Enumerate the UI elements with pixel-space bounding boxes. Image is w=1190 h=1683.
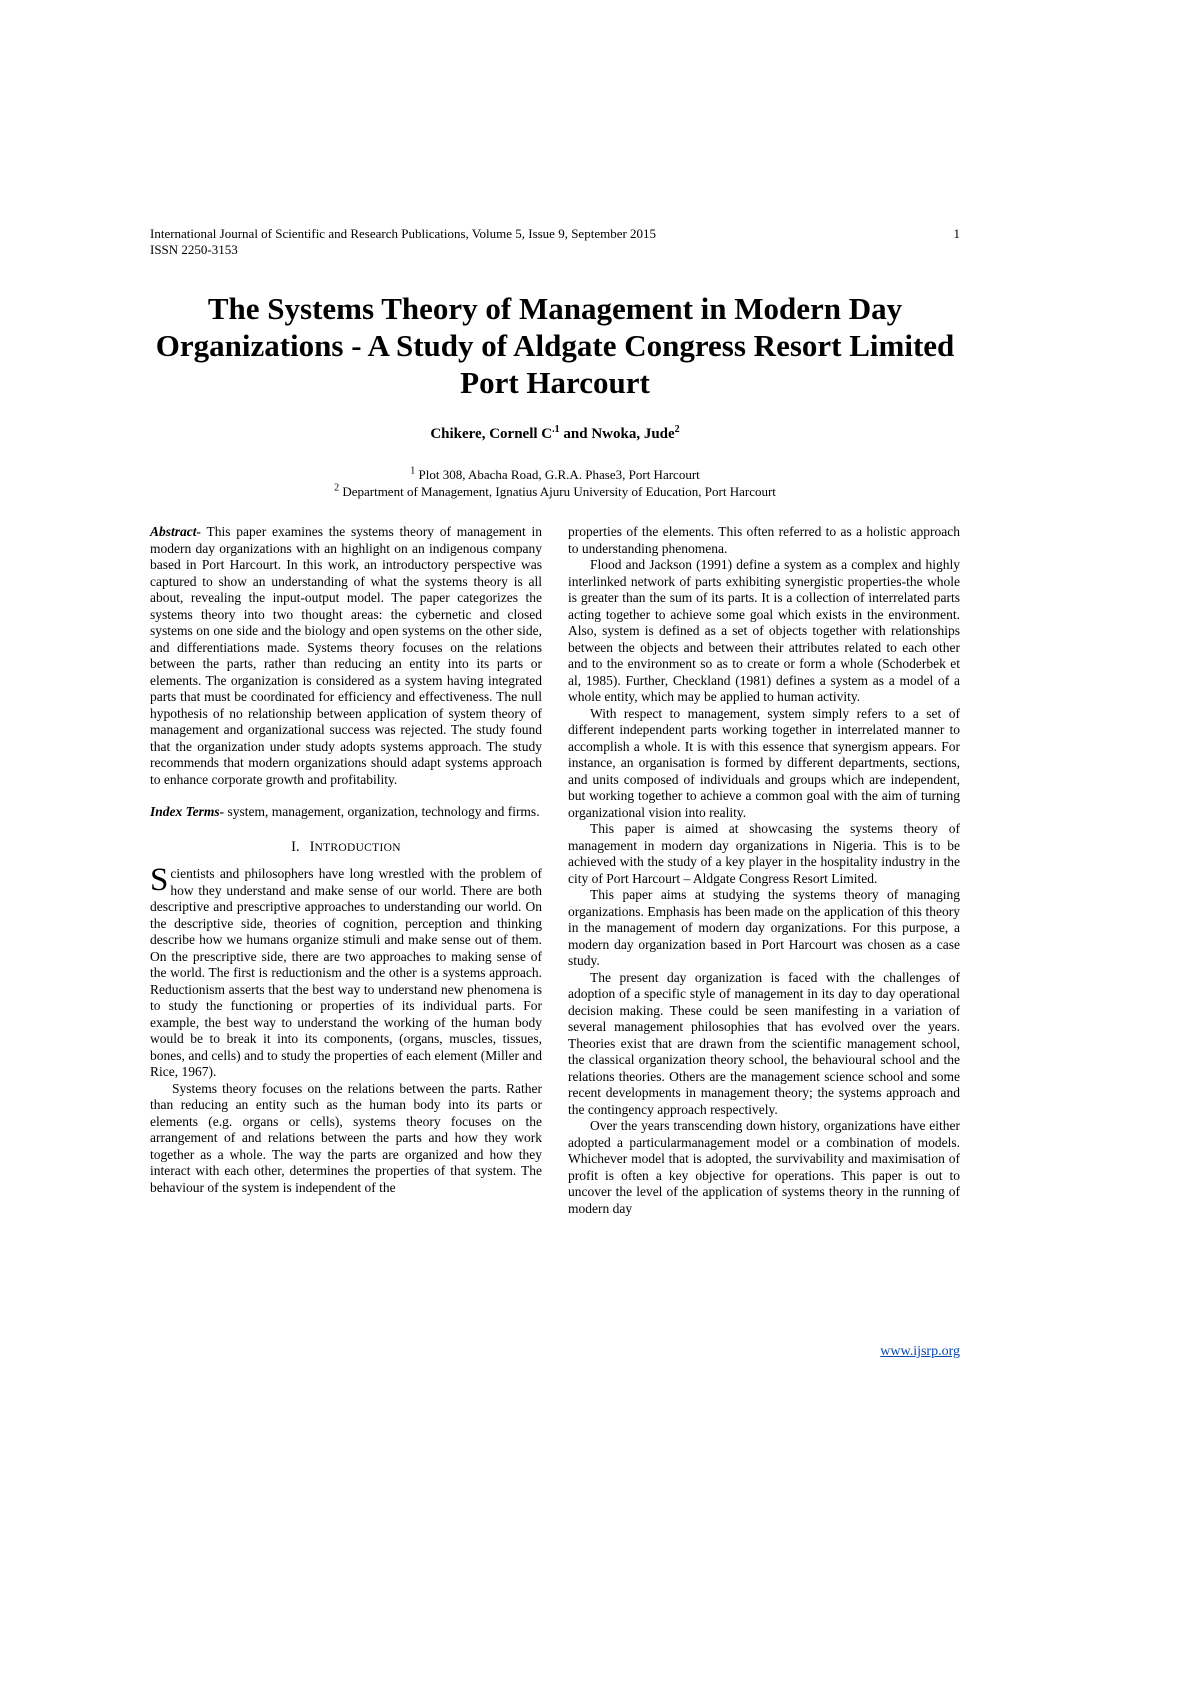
drop-cap: S bbox=[150, 862, 169, 898]
section-title-cap: I bbox=[309, 838, 315, 855]
author-1-superscript: .1 bbox=[552, 424, 560, 435]
author-1: Chikere, Cornell C bbox=[430, 426, 553, 442]
body-paragraph-present-day: The present day organization is faced with the challenges of adoption of a specific style of management in its day to day operational decision making. These could be seen manifesting in a variation of several management philosophies that has evolved over the years. Theories exist that are drawn from the scientific management school, the classical organization theory school, the behavioural school and the relations theories. Others are the management science school and some recent developments in management theory; the systems approach and the contingency approach respectively. bbox=[568, 969, 960, 1117]
intro-paragraph-2: Systems theory focuses on the relations between the parts. Rather than reducing an entity such as the human body into its parts or elements (e.g. organs or cells), systems theory focuses on the arrangement of and relations between the parts and how they work together as a whole. The way the parts are organized and how they interact with each other, determines the properties of that system. The behaviour of the system is independent of the bbox=[150, 1080, 542, 1195]
right-column bbox=[568, 524, 960, 1217]
index-terms-label: Index Terms- bbox=[150, 804, 225, 819]
body-paragraph-with-respect: With respect to management, system simply refers to a set of different independent parts working together in interrelated manner to accomplish a whole. It is with this essence that synergism appears. For instance, an organisation is formed by different departments, sections, and units composed of individuals and groups which are independent, but working together to achieve a common goal with the aim of turning organizational vision into reality. bbox=[568, 705, 960, 820]
affiliation-1 bbox=[150, 466, 960, 483]
intro-paragraph-1-text: cientists and philosophers have long wrestled with the problem of how they understand and make sense of our world. There are both descriptive and prescriptive approaches to understanding our world. On the descriptive side, theories of cognition, perception and thinking describe how we humans organize stimuli and make sense out of them. On the prescriptive side, there are two approaches to making sense of the world. The first is reductionism and the other is a systems approach. Reductionism asserts that the best way to understand new phenomena is to study the functioning or properties of its individual parts. For example, the best way to understand the working of the human body would be to break it into its components, (organs, muscles, tissues, bones, and cells) and to study the properties of each element (Miller and Rice, 1967). bbox=[150, 866, 542, 1079]
index-terms-paragraph bbox=[150, 804, 542, 821]
body-paragraph-flood-jackson: Flood and Jackson (1991) define a system as a complex and highly interlinked network of parts exhibiting synergistic properties-the whole is greater than the sum of its parts. It is a collection of interrelated parts acting together to achieve some goal which exists in the environment. Also, system is defined as a set of objects together with relationships between the objects and between their attributes related to each other and to the environment so as to create or form a whole (Schoderbek et al, 1985). Further, Checkland (1981) defines a system as a model of a whole entity, which may be applied to human activity. bbox=[568, 557, 960, 704]
abstract-paragraph bbox=[150, 524, 542, 788]
page-content bbox=[150, 226, 960, 1217]
body-paragraph-paper-aim: This paper is aimed at showcasing the systems theory of management in modern day organizations in Nigeria. This is to be achieved with the study of a key player in the hospitality industry in the city of Port Harcourt – Aldgate Congress Resort Limited. bbox=[568, 821, 960, 886]
author-2-superscript: 2 bbox=[674, 424, 680, 435]
body-paragraph-paper-study: This paper aims at studying the systems theory of managing organizations. Emphasis has been made on the application of this theory in the management of modern day organizations. For this purpose, a modern day organization based in Port Harcourt was chosen as a case study. bbox=[568, 887, 960, 968]
body-paragraph-continuation: properties of the elements. This often referred to as a holistic approach to understanding phenomena. bbox=[568, 524, 960, 556]
ijsrp-link[interactable]: www.ijsrp.org bbox=[880, 1344, 960, 1359]
affiliation-2 bbox=[150, 483, 960, 500]
affiliation-1-text: Plot 308, Abacha Road, G.R.A. Phase3, Port Harcourt bbox=[415, 467, 700, 482]
authors-joiner: and bbox=[559, 426, 592, 442]
section-title-rest: NTRODUCTION bbox=[314, 841, 401, 854]
paper-title: The Systems Theory of Management in Modern Day Organizations - A Study of Aldgate Congress Resort Limited Port Harcourt bbox=[155, 291, 955, 400]
running-header bbox=[150, 226, 960, 242]
affiliations bbox=[150, 466, 960, 500]
author-2: Nwoka, Jude bbox=[591, 426, 675, 442]
issn-line: ISSN 2250-3153 bbox=[150, 242, 238, 257]
journal-line: International Journal of Scientific and Research Publications, Volume 5, Issue 9, September 2015 bbox=[150, 226, 657, 241]
left-column bbox=[150, 524, 542, 1217]
affiliation-2-superscript: 2 bbox=[334, 482, 340, 494]
section-heading-introduction bbox=[150, 839, 542, 857]
page-footer bbox=[150, 1344, 960, 1360]
page-number: 1 bbox=[953, 226, 960, 241]
intro-paragraph-1 bbox=[150, 862, 542, 1081]
affiliation-2-text: Department of Management, Ignatius Ajuru University of Education, Port Harcourt bbox=[339, 484, 776, 499]
affiliation-1-superscript: 1 bbox=[410, 465, 416, 477]
abstract-text: This paper examines the systems theory of management in modern day organizations with an highlight on an indigenous company based in Port Harcourt. In this work, an introductory perspective was captured to show an understanding of what the systems theory is all about, revealing the input-output model. The paper categorizes the systems theory into two thought areas: the cybernetic and closed systems on one side and the biology and open systems on the other side, and differentiations made. Systems theory focuses on the relations between the parts, rather than reducing an entity into its parts or elements. The organization is considered as a system having integrated parts that must be coordinated for efficiency and effectiveness. The null hypothesis of no relationship between application of system theory of management and organizational success was rejected. The study found that the organization under study adopts systems approach. The study recommends that modern organizations should adapt systems approach to enhance corporate growth and profitability. bbox=[150, 524, 542, 787]
body-paragraph-over-years: Over the years transcending down history, organizations have either adopted a particularmanagement model or a combination of models. Whichever model that is adopted, the survivability and maximisation of profit is often a key objective for operations. This paper is out to uncover the level of the application of systems theory in the running of modern day bbox=[568, 1118, 960, 1216]
index-terms-text: system, management, organization, technology and firms. bbox=[224, 804, 540, 819]
abstract-label: Abstract- bbox=[150, 524, 202, 539]
body-columns bbox=[150, 524, 960, 1217]
authors-line bbox=[150, 425, 960, 444]
section-number: I. bbox=[291, 838, 300, 855]
